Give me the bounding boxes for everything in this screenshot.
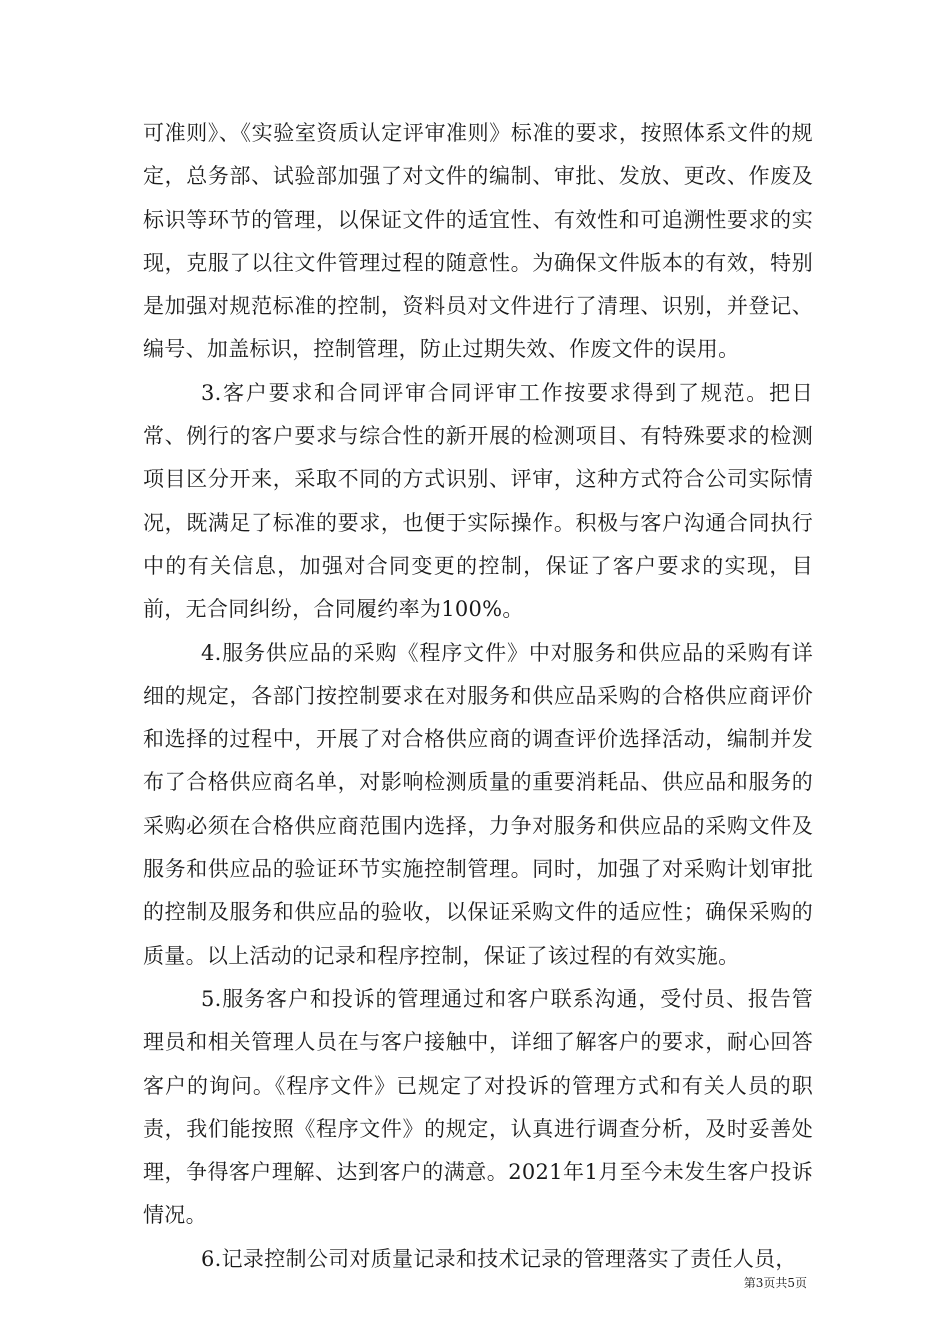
paragraph-complaints: 5.服务客户和投诉的管理通过和客户联系沟通，受付员、报告管理员和相关管理人员在与客户接触中，详细了解客户的要求，耐心回答客户的询问。《程序文件》已规定了对投诉的管理方式和有关人员的职责，我们能按照《程序文件》的规定，认真进行调查分析，及时妥善处理，争得客户理解、达到客户的满意。2021年1月至今未发生客户投诉情况。 [143,986,813,1228]
paragraph-procurement: 4.服务供应品的采购《程序文件》中对服务和供应品的采购有详细的规定，各部门按控制要求在对服务和供应品采购的合格供应商评价和选择的过程中，开展了对合格供应商的调查评价选择活动，编制并发布了合格供应商名单，对影响检测质量的重要消耗品、供应品和服务的采购必须在合格供应商范围内选择，力争对服务和供应品的采购文件及服务和供应品的验证环节实施控制管理。同时，加强了对采购计划审批的控制及服务和供应品的验收，以保证采购文件的适应性；确保采购的质量。以上活动的记录和程序控制，保证了该过程的有效实施。 [143,640,813,968]
paragraph-contract-review: 3.客户要求和合同评审合同评审工作按要求得到了规范。把日常、例行的客户要求与综合性的新开展的检测项目、有特殊要求的检测项目区分开来，采取不同的方式识别、评审，这种方式符合公司实际情况，既满足了标准的要求，也便于实际操作。积极与客户沟通合同执行中的有关信息，加强对合同变更的控制，保证了客户要求的实现，目前，无合同纠纷，合同履约率为100%。 [143,380,813,622]
paragraph-records-control: 6.记录控制公司对质量记录和技术记录的管理落实了责任人员， [201,1246,797,1271]
document-body [143,112,813,1281]
paragraph-continued: 可准则》、《实验室资质认定评审准则》标准的要求，按照体系文件的规定，总务部、试验部加强了对文件的编制、审批、发放、更改、作废及标识等环节的管理，以保证文件的适宜性、有效性和可追溯性要求的实现，克服了以往文件管理过程的随意性。为确保文件版本的有效，特别是加强对规范标准的控制，资料员对文件进行了清理、识别，并登记、编号、加盖标识，控制管理，防止过期失效、作废文件的误用。 [143,121,813,362]
page-number-footer: 第3页共5页 [743,1276,807,1290]
